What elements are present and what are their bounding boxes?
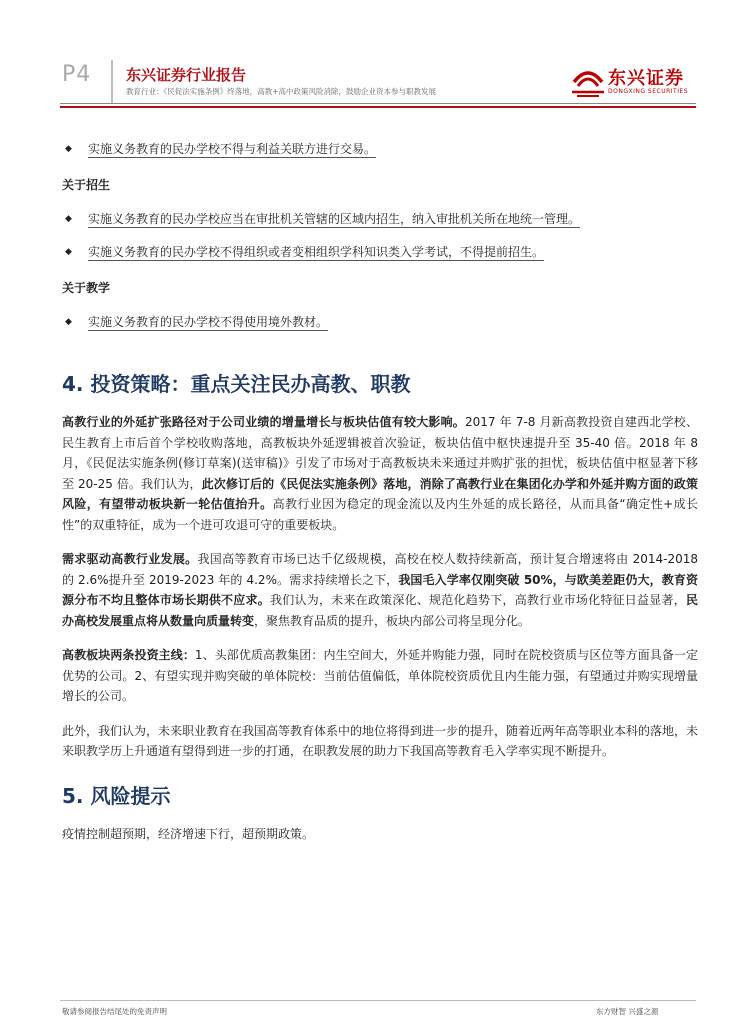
logo-english: DONGXING SECURITIES	[608, 88, 689, 95]
logo-text: 东兴证券	[608, 68, 684, 89]
paragraph-investment-3: 高教板块两条投资主线：1、头部优质高教集团：内生空间大，外延并购能力强，同时在院校资质与区位等方面具备一定优势的公司。2、有望实现并购突破的单体院校：当前估值偏低，单体院校资质优且内生能力强，有望通过并购实现增量增长的公司。	[62, 648, 698, 703]
section-heading-5: 5. 风险提示	[62, 783, 171, 808]
footer-rule	[60, 1000, 696, 1001]
subheading-teaching: 关于教学	[62, 281, 111, 295]
paragraph-investment-1: 高教行业的外延扩张路径对于公司业绩的增量增长与板块估值有较大影响。2017 年 7-8 月新高教投资自建西北学校、民生教育上市后首个学校收购落地，高教板块外延逻辑被首次验证，板块估值中枢快速提升至 35-40 倍。2018 年 8 月，《民促法实施条例(修订草案)(送审稿)》引发了市场对于高教板块未来通过并购扩张的担忧，板块估值中枢显著下移至 20-25 倍。我们认为，此次修订后的《民促法实施条例》落地，消除了高教行业在集团化办学和外延并购方面的政策风险，有望带动板块新一轮估值抬升。高教行业因为稳定的现金流以及内生外延的成长路径，从而具备“确定性+成长性”的双重特征，成为一个进可攻退可守的重要板块。	[62, 415, 699, 532]
page-body	[62, 120, 698, 844]
header-rule-gray	[60, 103, 696, 104]
list-item: ◆ 实施义务教育的民办学校不得组织或者变相组织学科知识类入学考试，不得提前招生。	[62, 242, 698, 262]
company-logo	[570, 60, 700, 102]
page-header	[0, 0, 755, 110]
header-divider	[111, 60, 113, 104]
list-item: ◆ 实施义务教育的民办学校不得使用境外教材。	[62, 312, 698, 332]
logo-emblem-icon	[570, 62, 606, 100]
report-subtitle: 教育行业：《民促法实施条例》终落地，高教+高中政策风险消除，鼓励企业资本参与职教发展	[126, 87, 437, 96]
paragraph-investment-4: 此外，我们认为，未来职业教育在我国高等教育体系中的地位将得到进一步的提升，随着近两年高等职业本科的落地，未来职教学历上升通道有望得到进一步的打通，在职教发展的助力下我国高等教育毛入学率实现不断提升。	[62, 723, 699, 758]
section-heading-4: 4. 投资策略：重点关注民办高教、职教	[62, 372, 411, 396]
diamond-bullet-icon: ◆	[65, 144, 72, 154]
subheading-enrollment: 关于招生	[62, 178, 111, 192]
list-item: ◆ 实施义务教育的民办学校不得与利益关联方进行交易。	[62, 139, 698, 159]
report-title: 东兴证券行业报告	[126, 66, 247, 84]
diamond-bullet-icon: ◆	[65, 247, 72, 257]
list-item: ◆ 实施义务教育的民办学校应当在审批机关管辖的区域内招生，纳入审批机关所在地统一管理。	[62, 209, 698, 229]
page-number: P4	[62, 62, 92, 87]
footer-slogan: 东方财智 兴盛之源	[596, 1007, 659, 1016]
diamond-bullet-icon: ◆	[65, 317, 72, 327]
header-rule-red	[60, 106, 696, 108]
diamond-bullet-icon: ◆	[65, 214, 72, 224]
paragraph-investment-2: 需求驱动高教行业发展。我国高等教育市场已达千亿级规模，高校在校人数持续新高，预计复合增速将由 2014-2018 的 2.6%提升至 2019-2023 年的 4.2%。需求持续增长之下，我国毛入学率仅刚突破 50%，与欧美差距仍大，教育资源分布不均且整体市场长期供不应求。我们认为，未来在政策深化、规范化趋势下，高教行业市场化特征日益显著，民办高校发展重点将从数量向质量转变，聚焦教育品质的提升，板块内部公司将呈现分化。	[62, 552, 699, 628]
footer-disclaimer: 敬请参阅报告结尾处的免责声明	[62, 1007, 167, 1016]
paragraph-risk: 疫情控制超预期，经济增速下行，超预期政策。	[62, 826, 315, 841]
